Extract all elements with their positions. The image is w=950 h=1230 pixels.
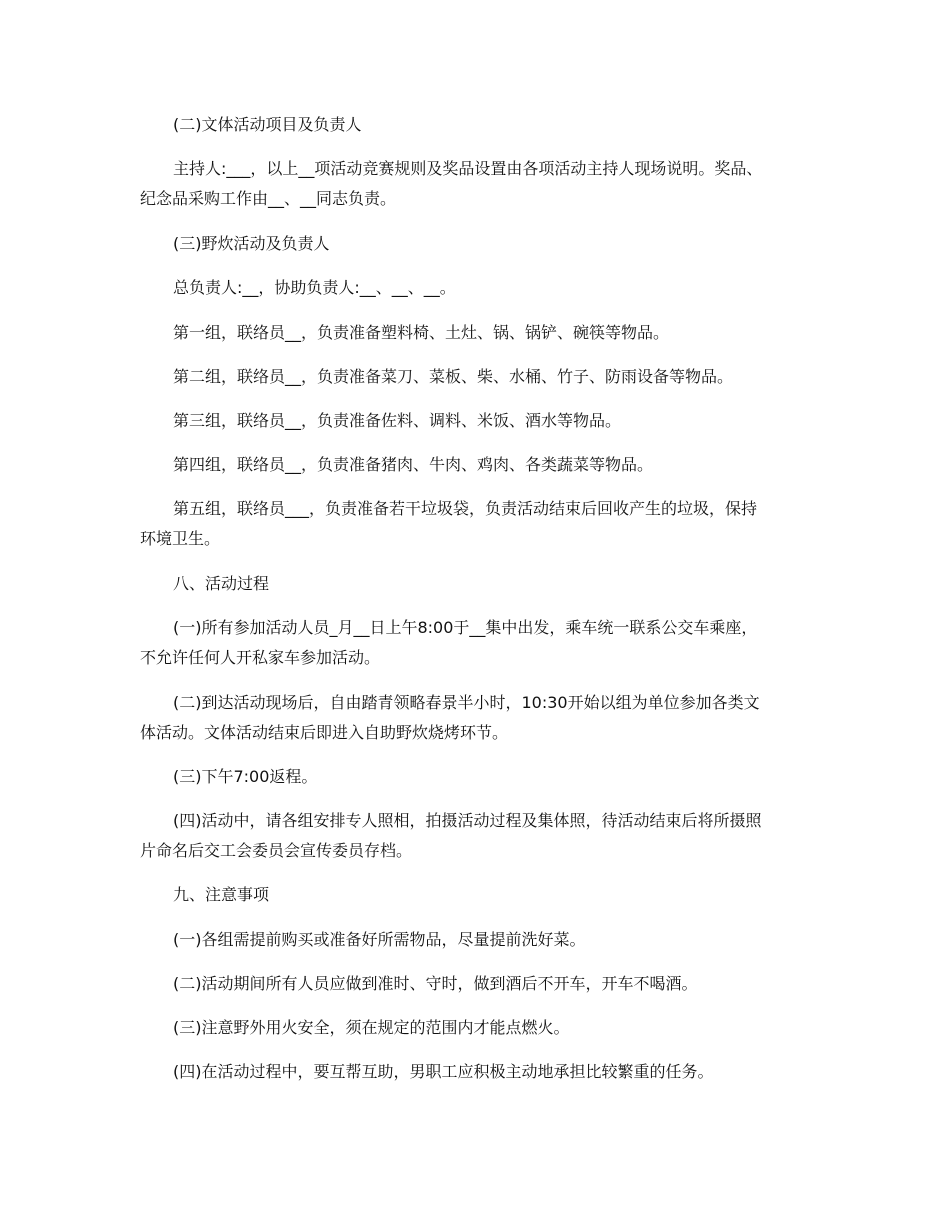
text-line: 总负责人:__，协助负责人:__、__、__。 bbox=[173, 278, 456, 297]
paragraph-note-4 bbox=[140, 1057, 820, 1087]
text-line: 环境卫生。 bbox=[140, 529, 221, 548]
paragraph-process-4 bbox=[140, 806, 820, 866]
text-line: (二)到达活动现场后，自由踏青领略春景半小时，10:30开始以组为单位参加各类文 bbox=[173, 693, 760, 712]
paragraph-process-2 bbox=[140, 688, 820, 748]
section-8-heading bbox=[140, 569, 820, 599]
text-line: 片命名后交工会委员会宣传委员存档。 bbox=[140, 841, 413, 860]
paragraph-group-2 bbox=[140, 362, 820, 392]
text-line: 主持人:___，以上__项活动竞赛规则及奖品设置由各项活动主持人现场说明。奖品、 bbox=[173, 159, 763, 178]
text-line: (一)所有参加活动人员_月__日上午8:00于__集中出发，乘车统一联系公交车乘座， bbox=[173, 618, 758, 637]
text-line: (四)在活动过程中，要互帮互助，男职工应积极主动地承担比较繁重的任务。 bbox=[173, 1062, 714, 1081]
paragraph-note-1 bbox=[140, 925, 820, 955]
paragraph-note-3 bbox=[140, 1013, 820, 1043]
paragraph-process-1 bbox=[140, 613, 820, 673]
text-line: 第三组，联络员__，负责准备佐料、调料、米饭、酒水等物品。 bbox=[173, 411, 622, 430]
text-line: 第四组，联络员__，负责准备猪肉、牛肉、鸡肉、各类蔬菜等物品。 bbox=[173, 455, 654, 474]
text-line: (一)各组需提前购买或准备好所需物品，尽量提前洗好菜。 bbox=[173, 930, 586, 949]
paragraph-group-4 bbox=[140, 450, 820, 480]
paragraph-group-1 bbox=[140, 318, 820, 348]
paragraph-group-5 bbox=[140, 494, 820, 554]
text-line: 九、注意事项 bbox=[173, 885, 270, 904]
text-line: 第五组，联络员___，负责准备若干垃圾袋，负责活动结束后回收产生的垃圾，保持 bbox=[173, 499, 758, 518]
paragraph-chief bbox=[140, 273, 820, 303]
paragraph-2-heading bbox=[140, 110, 820, 140]
paragraph-group-3 bbox=[140, 406, 820, 436]
text-line: 八、活动过程 bbox=[173, 574, 270, 593]
text-line: 体活动。文体活动结束后即进入自助野炊烧烤环节。 bbox=[140, 723, 509, 742]
paragraph-host bbox=[140, 154, 820, 214]
text-line: (三)野炊活动及负责人 bbox=[173, 234, 330, 253]
text-line: (三)注意野外用火安全，须在规定的范围内才能点燃火。 bbox=[173, 1018, 570, 1037]
text-line: 第一组，联络员__，负责准备塑料椅、土灶、锅、锅铲、碗筷等物品。 bbox=[173, 323, 670, 342]
text-line: 第二组，联络员__，负责准备菜刀、菜板、柴、水桶、竹子、防雨设备等物品。 bbox=[173, 367, 734, 386]
text-line: (二)活动期间所有人员应做到准时、守时，做到酒后不开车，开车不喝酒。 bbox=[173, 974, 698, 993]
paragraph-process-3 bbox=[140, 762, 820, 792]
text-line: (三)下午7:00返程。 bbox=[173, 767, 318, 786]
section-9-heading bbox=[140, 880, 820, 910]
text-line: 纪念品采购工作由__、__同志负责。 bbox=[140, 189, 397, 208]
paragraph-3-heading bbox=[140, 229, 820, 259]
text-line: (四)活动中，请各组安排专人照相，拍摄活动过程及集体照，待活动结束后将所摄照 bbox=[173, 811, 762, 830]
text-line: (二)文体活动项目及负责人 bbox=[173, 115, 362, 134]
paragraph-note-2 bbox=[140, 969, 820, 999]
text-line: 不允许任何人开私家车参加活动。 bbox=[140, 648, 381, 667]
